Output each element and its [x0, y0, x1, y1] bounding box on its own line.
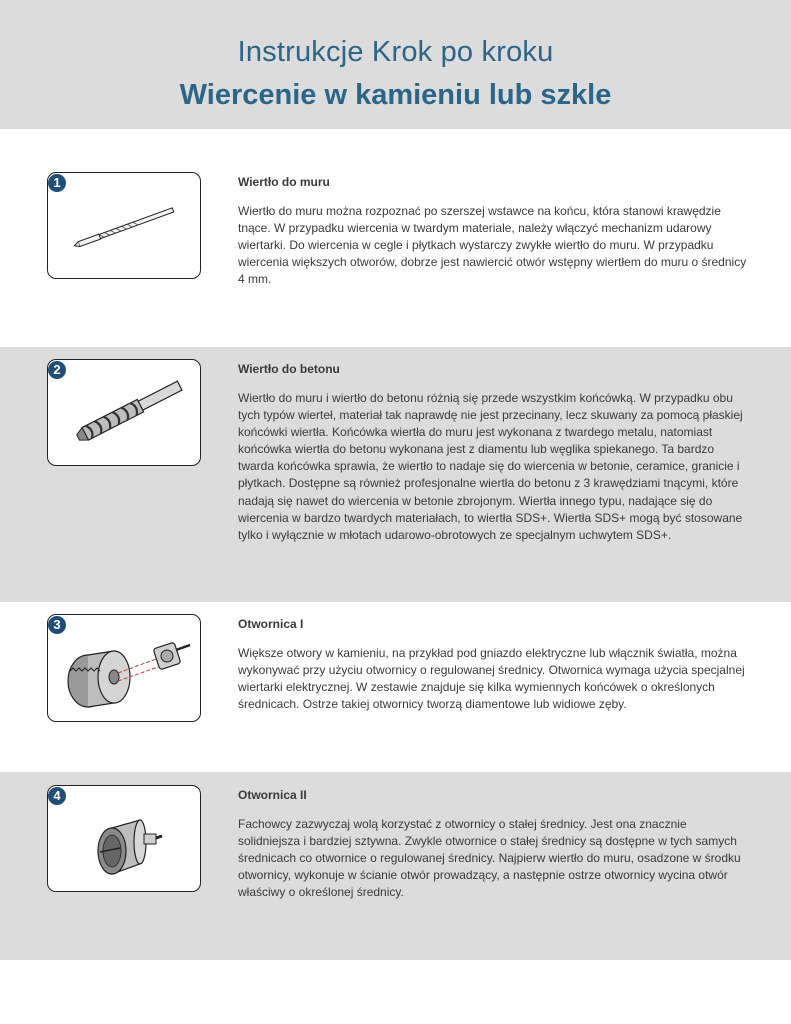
masonry-drill-bit-illustration [47, 172, 201, 279]
section-text: Wiertło do muru można rozpoznać po szerszej wstawce na końcu, która stanowi krawędzie tnące. W przypadku wiercenia w twardym materiale, należy włączyć mechanizm udarowy wiertarki. Do wiercenia w cegle i płytkach wystarczy zwykłe wiertło do muru. W przypadku wiercenia większych otworów, dobrze jest nawiercić otwór wstępny wiertłem do muru o średnicy 4 mm. [238, 204, 747, 287]
page-title: Instrukcje Krok po kroku [237, 36, 554, 68]
step-number-2: 2 [48, 361, 66, 379]
section-text: Większe otwory w kamieniu, na przykład pod gniazdo elektryczne lub włącznik światła, można wykonywać przy użyciu otwornicy o regulowanej średnicy. Otwornica wymaga użycia specjalnej wiertarki elektrycznej. W zestawie znajduje się kilka wymiennych końcówek o określonych średnicach. Ostrze takiej otwornicy tworzą diamentowe lub widiowe zęby. [238, 646, 745, 712]
section-title: Otwornica II [238, 788, 307, 802]
page-header [0, 0, 791, 129]
section-title: Wiertło do muru [238, 175, 330, 189]
step-number-4: 4 [48, 787, 66, 805]
fixed-hole-saw-illustration [47, 785, 201, 892]
section-text: Fachowcy zazwyczaj wolą korzystać z otwornicy o stałej średnicy. Jest ona znacznie solidniejsza i bardziej sztywna. Zwykle otwornice o stałej średnicy są dostępne w tych samych średnicach co otwornice o regulowanej średnicy. Najpierw wiertło do muru, osadzone w środku otwornicy, wykonuje w ścianie otwór prowadzący, a następnie ostrze otwornicy wycina otwór właściwy o określonej średnicy. [238, 817, 741, 900]
section-title: Otwornica I [238, 617, 304, 631]
page-subtitle: Wiercenie w kamieniu lub szkle [179, 79, 612, 111]
step-number-1: 1 [48, 174, 66, 192]
concrete-drill-bit-illustration [47, 359, 201, 466]
section-text: Wiertło do muru i wiertło do betonu różnią się przede wszystkim końcówką. W przypadku obu tych typów wierteł, materiał tak naprawdę nie jest przecinany, lecz skuwany za pomocą płaskiej końcówki wiertła. Końcówka wiertła do muru jest wykonana z twardego metalu, natomiast końcówka wiertła do betonu wykonana jest z diamentu lub węglika spiekanego. Ta bardzo twarda końcówka sprawia, że wiertło to nadaje się do wiercenia w betonie, ceramice, granicie i płytkach. Dostępne są również profesjonalne wiertła do betonu z 3 krawędziami tnącymi, które nadają się nawet do wiercenia w betonie zbrojonym. Wiertła innego typu, nadające się do wiercenia w bardzo twardych materiałach, to wiertła SDS+. Wiertła SDS+ mogą być stosowane tylko i wyłącznie w młotach udarowo-obrotowych ze specjalnym uchwytem SDS+. [238, 391, 743, 542]
adjustable-hole-saw-illustration [47, 614, 201, 722]
step-number-3: 3 [48, 616, 66, 634]
section-title: Wiertło do betonu [238, 362, 340, 376]
